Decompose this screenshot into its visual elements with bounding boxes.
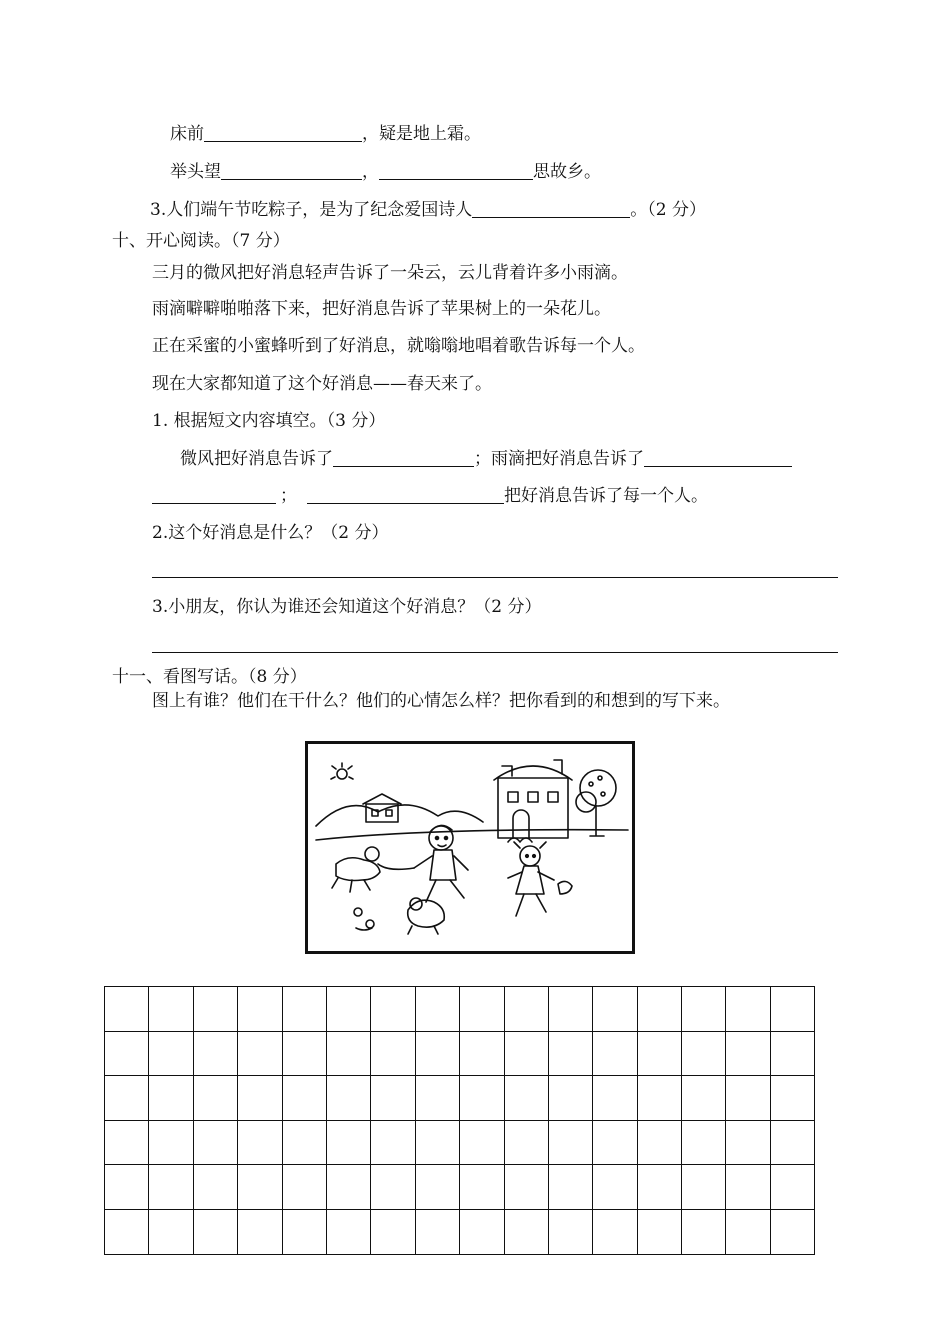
grid-cell[interactable] — [193, 1031, 237, 1076]
poem-line-1: 床前 ，疑是地上霜。 — [170, 124, 481, 144]
poem-line-2: 举头望 ， 思故乡。 — [170, 162, 601, 182]
grid-cell[interactable] — [770, 1165, 814, 1210]
grid-cell[interactable] — [105, 1209, 149, 1254]
writing-prompt: 图上有谁？他们在干什么？他们的心情怎么样？把你看到的和想到的写下来。 — [152, 691, 730, 711]
grid-cell[interactable] — [415, 1120, 459, 1165]
grid-cell[interactable] — [193, 1165, 237, 1210]
answer-blank[interactable] — [307, 485, 504, 504]
question-1-fill-b: ； 把好消息告诉了每一个人。 — [152, 485, 708, 507]
grid-cell[interactable] — [193, 987, 237, 1032]
grid-cell[interactable] — [460, 1165, 504, 1210]
grid-cell[interactable] — [326, 1031, 370, 1076]
grid-cell[interactable] — [415, 1031, 459, 1076]
passage-line: 雨滴噼噼啪啪落下来，把好消息告诉了苹果树上的一朵花儿。 — [152, 299, 611, 319]
grid-cell[interactable] — [238, 1165, 282, 1210]
grid-cell[interactable] — [682, 1120, 726, 1165]
grid-cell[interactable] — [105, 1076, 149, 1121]
grid-cell[interactable] — [238, 1031, 282, 1076]
grid-cell[interactable] — [682, 987, 726, 1032]
grid-cell[interactable] — [105, 1031, 149, 1076]
grid-cell[interactable] — [726, 1031, 770, 1076]
grid-cell[interactable] — [593, 1076, 637, 1121]
grid-cell[interactable] — [238, 1120, 282, 1165]
grid-cell[interactable] — [637, 1120, 681, 1165]
grid-cell[interactable] — [637, 1209, 681, 1254]
grid-cell[interactable] — [682, 1076, 726, 1121]
grid-cell[interactable] — [548, 1209, 592, 1254]
grid-cell[interactable] — [149, 987, 193, 1032]
grid-row — [105, 1165, 815, 1210]
grid-cell[interactable] — [371, 1120, 415, 1165]
grid-cell[interactable] — [593, 1209, 637, 1254]
writing-grid — [104, 986, 815, 1255]
grid-cell[interactable] — [193, 1120, 237, 1165]
grid-cell[interactable] — [726, 987, 770, 1032]
grid-cell[interactable] — [460, 1031, 504, 1076]
grid-cell[interactable] — [682, 1031, 726, 1076]
answer-blank[interactable] — [221, 161, 362, 180]
grid-cell[interactable] — [371, 1031, 415, 1076]
grid-cell[interactable] — [504, 1076, 548, 1121]
grid-cell[interactable] — [460, 1076, 504, 1121]
answer-blank[interactable] — [204, 123, 362, 142]
spring-scene-illustration — [305, 741, 635, 954]
grid-cell[interactable] — [282, 1209, 326, 1254]
grid-cell[interactable] — [548, 1165, 592, 1210]
grid-cell[interactable] — [193, 1076, 237, 1121]
grid-cell[interactable] — [770, 1076, 814, 1121]
answer-blank[interactable] — [379, 161, 533, 180]
grid-cell[interactable] — [637, 1076, 681, 1121]
question-3-title: 3.小朋友，你认为谁还会知道这个好消息？（2 分） — [152, 597, 542, 617]
grid-cell[interactable] — [282, 987, 326, 1032]
grid-cell[interactable] — [682, 1209, 726, 1254]
grid-cell[interactable] — [637, 987, 681, 1032]
grid-cell[interactable] — [726, 1165, 770, 1210]
grid-cell[interactable] — [326, 1076, 370, 1121]
grid-cell[interactable] — [637, 1031, 681, 1076]
grid-cell[interactable] — [504, 1165, 548, 1210]
grid-cell[interactable] — [504, 1120, 548, 1165]
passage-line: 三月的微风把好消息轻声告诉了一朵云，云儿背着许多小雨滴。 — [152, 263, 628, 283]
grid-cell[interactable] — [548, 1076, 592, 1121]
grid-cell[interactable] — [371, 1165, 415, 1210]
grid-cell[interactable] — [326, 1209, 370, 1254]
grid-cell[interactable] — [105, 1165, 149, 1210]
grid-cell[interactable] — [593, 1120, 637, 1165]
grid-cell[interactable] — [282, 1120, 326, 1165]
answer-blank[interactable] — [333, 448, 474, 467]
grid-cell[interactable] — [504, 1209, 548, 1254]
grid-cell[interactable] — [770, 1031, 814, 1076]
grid-cell[interactable] — [282, 1031, 326, 1076]
grid-cell[interactable] — [371, 987, 415, 1032]
grid-cell[interactable] — [371, 1209, 415, 1254]
grid-cell[interactable] — [415, 1165, 459, 1210]
grid-cell[interactable] — [105, 1120, 149, 1165]
grid-cell[interactable] — [238, 987, 282, 1032]
grid-cell[interactable] — [593, 987, 637, 1032]
grid-cell[interactable] — [326, 1165, 370, 1210]
grid-cell[interactable] — [548, 1120, 592, 1165]
question-2-title: 2.这个好消息是什么？（2 分） — [152, 523, 389, 543]
passage-line: 正在采蜜的小蜜蜂听到了好消息，就嗡嗡地唱着歌告诉每一个人。 — [152, 336, 645, 356]
grid-cell[interactable] — [726, 1120, 770, 1165]
grid-row — [105, 1120, 815, 1165]
grid-cell[interactable] — [770, 1120, 814, 1165]
grid-cell[interactable] — [460, 1209, 504, 1254]
grid-row — [105, 1209, 815, 1254]
grid-cell[interactable] — [504, 1031, 548, 1076]
grid-cell[interactable] — [105, 987, 149, 1032]
grid-cell[interactable] — [682, 1165, 726, 1210]
grid-cell[interactable] — [460, 1120, 504, 1165]
answer-blank[interactable] — [644, 448, 792, 467]
grid-cell[interactable] — [238, 1209, 282, 1254]
grid-cell[interactable] — [149, 1165, 193, 1210]
section-11-title: 十一、看图写话。（8 分） — [112, 667, 307, 687]
grid-cell[interactable] — [548, 987, 592, 1032]
grid-cell[interactable] — [149, 1031, 193, 1076]
grid-cell[interactable] — [770, 1209, 814, 1254]
question-1-title: 1. 根据短文内容填空。（3 分） — [152, 411, 386, 431]
grid-cell[interactable] — [726, 1209, 770, 1254]
grid-cell[interactable] — [149, 1120, 193, 1165]
answer-blank[interactable] — [472, 199, 630, 218]
grid-cell[interactable] — [371, 1076, 415, 1121]
answer-line[interactable] — [152, 652, 838, 653]
grid-cell[interactable] — [770, 987, 814, 1032]
grid-cell[interactable] — [637, 1165, 681, 1210]
passage-line: 现在大家都知道了这个好消息——春天来了。 — [152, 374, 492, 394]
grid-cell[interactable] — [726, 1076, 770, 1121]
answer-blank[interactable] — [152, 485, 276, 504]
grid-cell[interactable] — [415, 1076, 459, 1121]
grid-row — [105, 1076, 815, 1121]
grid-cell[interactable] — [149, 1209, 193, 1254]
grid-cell[interactable] — [149, 1076, 193, 1121]
grid-cell[interactable] — [460, 987, 504, 1032]
grid-cell[interactable] — [504, 987, 548, 1032]
grid-cell[interactable] — [326, 987, 370, 1032]
answer-line[interactable] — [152, 577, 838, 578]
question-1-fill-a: 微风把好消息告诉了 ；雨滴把好消息告诉了 — [180, 448, 792, 470]
grid-cell[interactable] — [193, 1209, 237, 1254]
grid-cell[interactable] — [593, 1031, 637, 1076]
grid-cell[interactable] — [415, 987, 459, 1032]
grid-cell[interactable] — [282, 1165, 326, 1210]
grid-cell[interactable] — [593, 1165, 637, 1210]
grid-row — [105, 1031, 815, 1076]
grid-cell[interactable] — [548, 1031, 592, 1076]
grid-cell[interactable] — [326, 1120, 370, 1165]
grid-cell[interactable] — [238, 1076, 282, 1121]
section-10-title: 十、开心阅读。（7 分） — [112, 231, 290, 251]
grid-cell[interactable] — [415, 1209, 459, 1254]
grid-cell[interactable] — [282, 1076, 326, 1121]
question-dragon-boat: 3.人们端午节吃粽子，是为了纪念爱国诗人 。（2 分） — [150, 200, 706, 220]
grid-row — [105, 987, 815, 1032]
